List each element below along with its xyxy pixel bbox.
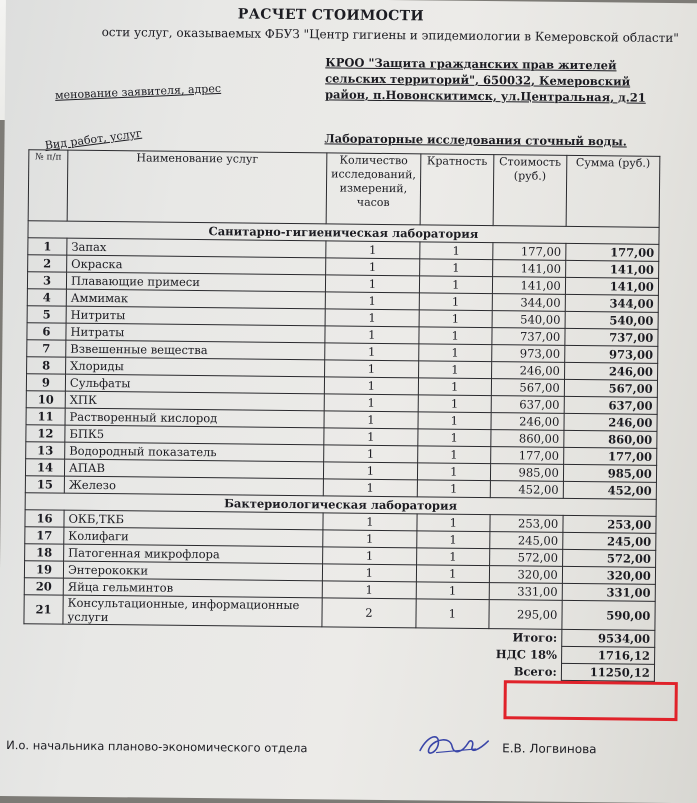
row-number: 6 xyxy=(27,323,66,340)
service-price: 452,00 xyxy=(490,481,563,499)
col-mult-header: Кратность xyxy=(420,154,494,226)
service-multiplicity: 1 xyxy=(417,446,490,464)
document-subtitle: ости услуг, оказываемых ФБУЗ "Центр гигиены и эпидемиологии в Кемеровской области" xyxy=(101,25,679,46)
service-name: Яйца гельминтов xyxy=(63,578,322,598)
service-qty: 1 xyxy=(323,479,417,497)
service-qty: 1 xyxy=(325,275,419,293)
row-number: 9 xyxy=(26,374,65,391)
table-header-row xyxy=(28,150,660,228)
service-price: 177,00 xyxy=(493,243,566,261)
applicant-label: менование заявителя, адрес xyxy=(54,81,222,102)
service-multiplicity: 1 xyxy=(419,276,492,294)
subtotal-label: Итого: xyxy=(512,630,558,645)
service-qty: 1 xyxy=(324,377,418,395)
price-table xyxy=(23,149,660,682)
service-multiplicity: 1 xyxy=(417,480,490,498)
row-number: 21 xyxy=(24,595,63,624)
row-number: 16 xyxy=(25,510,64,527)
row-number: 14 xyxy=(25,459,64,476)
service-multiplicity: 1 xyxy=(417,531,490,549)
service-qty: 1 xyxy=(325,326,419,344)
service-sum: 331,00 xyxy=(562,583,655,601)
service-name: Колифаги xyxy=(64,527,323,547)
service-name: Водородный показатель xyxy=(65,442,324,462)
service-price: 737,00 xyxy=(492,328,565,346)
service-name: Нитриты xyxy=(66,306,325,326)
row-number: 7 xyxy=(27,340,66,357)
service-qty: 1 xyxy=(324,428,418,446)
service-price: 572,00 xyxy=(489,549,562,567)
service-multiplicity: 1 xyxy=(418,395,491,413)
service-sum: 320,00 xyxy=(562,566,655,584)
service-sum: 246,00 xyxy=(564,362,657,380)
blank-cell xyxy=(23,658,488,680)
service-price: 246,00 xyxy=(491,413,564,431)
service-name: Растворенный кислород xyxy=(65,408,324,428)
total-value: 11250,12 xyxy=(561,663,654,681)
service-sum: 637,00 xyxy=(564,396,657,414)
service-price: 246,00 xyxy=(491,362,564,380)
col-price-header: Стоимость (руб.) xyxy=(493,155,567,227)
service-qty: 1 xyxy=(326,241,420,259)
service-multiplicity: 1 xyxy=(419,259,492,277)
service-name: Окраска xyxy=(67,255,326,275)
row-number: 1 xyxy=(28,238,67,255)
service-price: 245,00 xyxy=(490,532,563,550)
service-multiplicity: 1 xyxy=(420,242,493,260)
service-price: 295,00 xyxy=(489,600,562,630)
service-multiplicity: 1 xyxy=(416,548,489,566)
service-name: Сульфаты xyxy=(65,374,324,394)
service-multiplicity: 1 xyxy=(416,582,489,600)
service-multiplicity: 1 xyxy=(418,378,491,396)
row-number: 5 xyxy=(27,306,66,323)
service-multiplicity: 1 xyxy=(418,412,491,430)
service-name: Плавающие примеси xyxy=(66,272,325,292)
service-qty: 1 xyxy=(322,581,416,599)
service-sum: 344,00 xyxy=(565,294,658,312)
service-multiplicity: 1 xyxy=(417,514,490,532)
service-qty: 1 xyxy=(322,564,416,582)
service-price: 320,00 xyxy=(489,566,562,584)
service-sum: 590,00 xyxy=(562,600,655,630)
row-number: 12 xyxy=(26,425,65,442)
service-price: 331,00 xyxy=(489,583,562,601)
service-sum: 245,00 xyxy=(563,532,656,550)
service-sum: 860,00 xyxy=(564,430,657,448)
row-number: 20 xyxy=(24,578,63,595)
service-name: Железо xyxy=(64,476,323,496)
service-qty: 1 xyxy=(326,258,420,276)
applicant-value: КРОО "Защита гражданских прав жителей сельских территорий", 650032, Кемеровский район, п.Новонскитимск, ул.Центральная, д.21 xyxy=(324,55,646,105)
service-price: 973,00 xyxy=(491,345,564,363)
service-sum: 246,00 xyxy=(564,413,657,431)
service-name: Аммимак xyxy=(66,289,325,309)
service-price: 141,00 xyxy=(492,277,565,295)
service-qty: 1 xyxy=(325,292,419,310)
row-number: 11 xyxy=(26,408,65,425)
service-qty: 1 xyxy=(325,360,419,378)
service-name: АПАВ xyxy=(64,459,323,479)
service-price: 177,00 xyxy=(490,447,563,465)
row-number: 4 xyxy=(27,289,66,306)
service-sum: 540,00 xyxy=(565,311,658,329)
service-multiplicity: 1 xyxy=(418,344,491,362)
service-price: 860,00 xyxy=(491,430,564,448)
col-qty-header: Количество исследований, измерений, часов xyxy=(326,153,421,225)
service-name: Консультационные, информационные услуги xyxy=(63,595,322,627)
service-qty: 1 xyxy=(325,343,419,361)
row-number: 18 xyxy=(25,544,64,561)
col-num-header: № п/п xyxy=(28,150,68,221)
service-price: 253,00 xyxy=(490,515,563,533)
col-sum-header: Сумма (руб.) xyxy=(566,155,660,227)
service-name: Энтерококки xyxy=(63,561,322,581)
signatory-role: И.о. начальника планово-экономического отдела xyxy=(6,738,308,756)
service-qty: 1 xyxy=(323,547,417,565)
service-name: Запах xyxy=(67,238,326,258)
row-number: 13 xyxy=(26,442,65,459)
service-name: Патогенная микрофлора xyxy=(64,544,323,564)
col-name-header: Наименование услуг xyxy=(67,150,327,224)
service-name: Нитраты xyxy=(66,323,325,343)
service-multiplicity: 1 xyxy=(419,310,492,328)
total-label: Всего: xyxy=(513,663,557,679)
service-multiplicity: 1 xyxy=(419,327,492,345)
subtotal-value: 9534,00 xyxy=(562,629,655,647)
service-sum: 985,00 xyxy=(563,464,656,482)
service-multiplicity: 1 xyxy=(418,429,491,447)
work-value: Лабораторные исследования сточный воды. xyxy=(324,131,627,149)
service-qty: 2 xyxy=(322,598,416,628)
row-number: 15 xyxy=(25,476,64,493)
service-sum: 141,00 xyxy=(565,277,658,295)
service-sum: 141,00 xyxy=(565,260,658,278)
section-title: Бактериологическая лаборатория xyxy=(25,493,656,517)
vat-value: 1716,12 xyxy=(561,646,654,664)
service-name: ОКБ,ТКБ xyxy=(64,510,323,530)
row-number: 19 xyxy=(24,561,63,578)
service-price: 141,00 xyxy=(492,260,565,278)
service-multiplicity: 1 xyxy=(416,565,489,583)
service-qty: 1 xyxy=(323,513,417,531)
service-price: 637,00 xyxy=(491,396,564,414)
row-number: 17 xyxy=(25,527,64,544)
service-multiplicity: 1 xyxy=(417,463,490,481)
service-sum: 253,00 xyxy=(563,515,656,533)
service-qty: 1 xyxy=(324,411,418,429)
document-title: РАСЧЕТ СТОИМОСТИ xyxy=(237,6,424,25)
service-name: Взвешенные вещества xyxy=(66,340,325,360)
service-qty: 1 xyxy=(324,445,418,463)
service-multiplicity: 1 xyxy=(418,361,491,379)
service-qty: 1 xyxy=(323,530,417,548)
service-price: 567,00 xyxy=(491,379,564,397)
row-number: 2 xyxy=(28,255,67,272)
service-sum: 567,00 xyxy=(564,379,657,397)
service-sum: 973,00 xyxy=(564,345,657,363)
service-sum: 452,00 xyxy=(563,481,656,499)
signature-mark xyxy=(416,726,496,761)
service-name: ХПК xyxy=(65,391,324,411)
service-price: 985,00 xyxy=(490,464,563,482)
row-number: 8 xyxy=(27,357,66,374)
table-body xyxy=(23,221,659,682)
service-price: 540,00 xyxy=(492,311,565,329)
service-qty: 1 xyxy=(324,394,418,412)
service-sum: 737,00 xyxy=(565,328,658,346)
service-sum: 177,00 xyxy=(563,447,656,465)
work-label: Вид работ, услуг xyxy=(44,126,143,153)
service-qty: 1 xyxy=(325,309,419,327)
signatory-name: Е.В. Логвинова xyxy=(502,741,597,757)
service-multiplicity: 1 xyxy=(416,599,489,629)
section-title: Санитарно-гигиеническая лаборатория xyxy=(28,221,659,245)
total-highlight-box xyxy=(503,680,677,721)
service-name: Хлориды xyxy=(66,357,325,377)
service-multiplicity: 1 xyxy=(419,293,492,311)
row-number: 10 xyxy=(26,391,65,408)
service-price: 344,00 xyxy=(492,294,565,312)
row-number: 3 xyxy=(27,272,66,289)
service-sum: 572,00 xyxy=(562,549,655,567)
vat-label: НДС 18% xyxy=(495,646,558,662)
service-qty: 1 xyxy=(323,462,417,480)
service-sum: 177,00 xyxy=(566,243,659,261)
service-name: БПК5 xyxy=(65,425,324,445)
